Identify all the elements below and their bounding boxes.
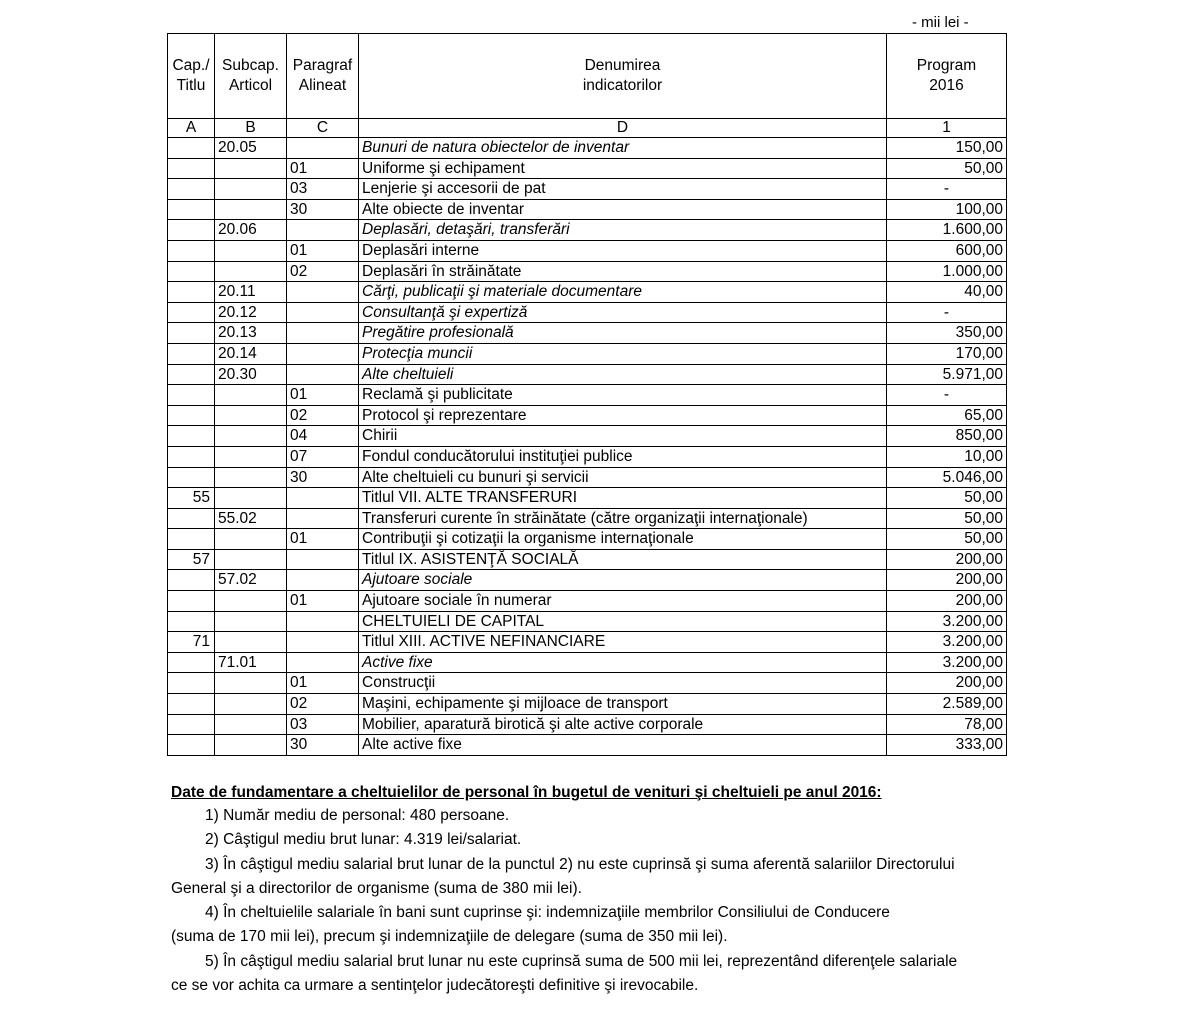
table-row: [168, 694, 1007, 715]
header-denumirea: Denumirea indicatorilor: [359, 34, 887, 119]
cell-subcap: [215, 714, 287, 735]
cell-value: -: [887, 385, 1007, 406]
cell-subcap: 20.11: [215, 282, 287, 303]
cell-value: 170,00: [887, 343, 1007, 364]
cell-value: 50,00: [887, 158, 1007, 179]
cell-subcap: 20.30: [215, 364, 287, 385]
cell-denumire: Ajutoare sociale în numerar: [359, 591, 887, 612]
cell-denumire: Deplasări în străinătate: [359, 261, 887, 282]
table-row: [168, 611, 1007, 632]
cell-denumire: Fondul conducătorului instituţiei publice: [359, 446, 887, 467]
letter-a: A: [168, 119, 215, 138]
cell-value: 200,00: [887, 570, 1007, 591]
cell-paragraf: 04: [287, 426, 359, 447]
table-row: [168, 364, 1007, 385]
cell-paragraf: 01: [287, 240, 359, 261]
cell-cap: [168, 570, 215, 591]
cell-value: 50,00: [887, 488, 1007, 509]
cell-paragraf: [287, 652, 359, 673]
cell-denumire: Titlul VII. ALTE TRANSFERURI: [359, 488, 887, 509]
cell-paragraf: [287, 220, 359, 241]
table-row: [168, 549, 1007, 570]
cell-cap: [168, 467, 215, 488]
cell-value: -: [887, 179, 1007, 200]
cell-cap: [168, 220, 215, 241]
cell-value: -: [887, 302, 1007, 323]
cell-value: 600,00: [887, 240, 1007, 261]
table-row: [168, 302, 1007, 323]
table-row: [168, 591, 1007, 612]
table-row: [168, 323, 1007, 344]
table-row: [168, 570, 1007, 591]
header-subcap: Subcap. Articol: [215, 34, 287, 119]
cell-paragraf: [287, 508, 359, 529]
header-program: Program 2016: [887, 34, 1007, 119]
cell-subcap: [215, 549, 287, 570]
cell-paragraf: [287, 138, 359, 159]
cell-subcap: 20.14: [215, 343, 287, 364]
cell-value: 100,00: [887, 199, 1007, 220]
letter-b: B: [215, 119, 287, 138]
cell-cap: 71: [168, 632, 215, 653]
cell-value: 200,00: [887, 549, 1007, 570]
cell-subcap: [215, 240, 287, 261]
cell-subcap: [215, 446, 287, 467]
cell-denumire: Contribuţii şi cotizaţii la organisme internaţionale: [359, 529, 887, 550]
table-row: [168, 240, 1007, 261]
table-row: [168, 632, 1007, 653]
cell-denumire: Protocol şi reprezentare: [359, 405, 887, 426]
letter-c: C: [287, 119, 359, 138]
cell-paragraf: 02: [287, 261, 359, 282]
table-row: [168, 405, 1007, 426]
cell-denumire: Pregătire profesională: [359, 323, 887, 344]
cell-denumire: Active fixe: [359, 652, 887, 673]
cell-value: 3.200,00: [887, 652, 1007, 673]
cell-denumire: Transferuri curente în străinătate (către organizaţii internaţionale): [359, 508, 887, 529]
cell-subcap: [215, 632, 287, 653]
table-row: [168, 426, 1007, 447]
cell-denumire: Reclamă şi publicitate: [359, 385, 887, 406]
cell-subcap: 20.05: [215, 138, 287, 159]
table-row: [168, 343, 1007, 364]
cell-cap: 55: [168, 488, 215, 509]
cell-subcap: [215, 694, 287, 715]
budget-table: [167, 33, 1007, 756]
cell-cap: 57: [168, 549, 215, 570]
cell-cap: [168, 735, 215, 756]
cell-value: 150,00: [887, 138, 1007, 159]
cell-denumire: Alte active fixe: [359, 735, 887, 756]
cell-denumire: Maşini, echipamente şi mijloace de transport: [359, 694, 887, 715]
table-header-row: [168, 34, 1007, 119]
cell-value: 40,00: [887, 282, 1007, 303]
cell-paragraf: 30: [287, 735, 359, 756]
cell-paragraf: 03: [287, 179, 359, 200]
cell-cap: [168, 694, 215, 715]
cell-subcap: [215, 261, 287, 282]
cell-subcap: 55.02: [215, 508, 287, 529]
cell-value: 5.046,00: [887, 467, 1007, 488]
note-line: 5) În câştigul mediu salarial brut lunar nu este cuprinsă suma de 500 mii lei, reprezentând diferenţele salariale: [205, 952, 958, 970]
cell-cap: [168, 138, 215, 159]
cell-subcap: [215, 426, 287, 447]
cell-subcap: [215, 158, 287, 179]
cell-subcap: [215, 488, 287, 509]
table-row: [168, 488, 1007, 509]
cell-paragraf: 30: [287, 467, 359, 488]
cell-denumire: Alte cheltuieli cu bunuri şi servicii: [359, 467, 887, 488]
table-row: [168, 261, 1007, 282]
cell-value: 3.200,00: [887, 611, 1007, 632]
cell-paragraf: [287, 364, 359, 385]
table-row: [168, 652, 1007, 673]
cell-denumire: Titlul IX. ASISTENŢĂ SOCIALĂ: [359, 549, 887, 570]
cell-paragraf: [287, 611, 359, 632]
cell-value: 3.200,00: [887, 632, 1007, 653]
cell-paragraf: 02: [287, 694, 359, 715]
cell-value: 10,00: [887, 446, 1007, 467]
cell-cap: [168, 529, 215, 550]
cell-cap: [168, 591, 215, 612]
cell-cap: [168, 240, 215, 261]
cell-value: 65,00: [887, 405, 1007, 426]
note-line-continued: General şi a directorilor de organisme (suma de 380 mii lei).: [171, 879, 582, 897]
cell-subcap: [215, 529, 287, 550]
cell-subcap: 20.06: [215, 220, 287, 241]
cell-value: 200,00: [887, 591, 1007, 612]
cell-paragraf: 30: [287, 199, 359, 220]
cell-subcap: [215, 673, 287, 694]
cell-cap: [168, 508, 215, 529]
cell-denumire: Mobilier, aparatură birotică şi alte active corporale: [359, 714, 887, 735]
table-row: [168, 138, 1007, 159]
cell-paragraf: 01: [287, 591, 359, 612]
table-row: [168, 220, 1007, 241]
cell-value: 2.589,00: [887, 694, 1007, 715]
cell-paragraf: [287, 343, 359, 364]
column-letter-row: [168, 119, 1007, 138]
table-row: [168, 158, 1007, 179]
cell-value: 50,00: [887, 529, 1007, 550]
table-row: [168, 199, 1007, 220]
cell-denumire: Deplasări interne: [359, 240, 887, 261]
cell-paragraf: 07: [287, 446, 359, 467]
cell-paragraf: [287, 302, 359, 323]
cell-paragraf: [287, 570, 359, 591]
cell-denumire: Deplasări, detaşări, transferări: [359, 220, 887, 241]
cell-cap: [168, 385, 215, 406]
cell-denumire: Protecţia muncii: [359, 343, 887, 364]
cell-paragraf: [287, 323, 359, 344]
note-line: 3) În câştigul mediu salarial brut lunar de la punctul 2) nu este cuprinsă şi suma aferentă salariilor Directorului: [205, 855, 955, 873]
cell-cap: [168, 446, 215, 467]
cell-denumire: Alte obiecte de inventar: [359, 199, 887, 220]
cell-subcap: [215, 179, 287, 200]
cell-cap: [168, 282, 215, 303]
cell-paragraf: 03: [287, 714, 359, 735]
cell-subcap: [215, 591, 287, 612]
table-row: [168, 282, 1007, 303]
cell-cap: [168, 364, 215, 385]
note-line-continued: (suma de 170 mii lei), precum şi indemnizaţiile de delegare (suma de 350 mii lei).: [171, 928, 728, 946]
table-row: [168, 467, 1007, 488]
letter-d: D: [359, 119, 887, 138]
note-line: 4) În cheltuielile salariale în bani sunt cuprinse şi: indemnizaţiile membrilor Consiliului de Conducere: [205, 904, 890, 922]
cell-paragraf: 01: [287, 158, 359, 179]
cell-cap: [168, 302, 215, 323]
unit-label: - mii lei -: [912, 14, 969, 31]
cell-denumire: Consultanţă şi expertiză: [359, 302, 887, 323]
cell-cap: [168, 179, 215, 200]
cell-denumire: Construcţii: [359, 673, 887, 694]
cell-value: 200,00: [887, 673, 1007, 694]
cell-paragraf: 01: [287, 673, 359, 694]
cell-subcap: [215, 385, 287, 406]
cell-cap: [168, 673, 215, 694]
table-row: [168, 508, 1007, 529]
cell-paragraf: [287, 488, 359, 509]
cell-denumire: Uniforme şi echipament: [359, 158, 887, 179]
table-row: [168, 714, 1007, 735]
cell-denumire: Lenjerie şi accesorii de pat: [359, 179, 887, 200]
cell-cap: [168, 323, 215, 344]
cell-cap: [168, 158, 215, 179]
cell-value: 850,00: [887, 426, 1007, 447]
cell-paragraf: 02: [287, 405, 359, 426]
cell-subcap: 20.12: [215, 302, 287, 323]
cell-paragraf: [287, 282, 359, 303]
cell-denumire: CHELTUIELI DE CAPITAL: [359, 611, 887, 632]
note-line: 1) Număr mediu de personal: 480 persoane.: [205, 807, 510, 824]
header-cap: Cap./ Titlu: [168, 34, 215, 119]
cell-value: 1.600,00: [887, 220, 1007, 241]
cell-subcap: 20.13: [215, 323, 287, 344]
cell-subcap: [215, 199, 287, 220]
cell-denumire: Ajutoare sociale: [359, 570, 887, 591]
table-row: [168, 179, 1007, 200]
table-body: [168, 138, 1007, 756]
cell-cap: [168, 199, 215, 220]
cell-subcap: 71.01: [215, 652, 287, 673]
cell-subcap: [215, 467, 287, 488]
cell-value: 78,00: [887, 714, 1007, 735]
cell-subcap: 57.02: [215, 570, 287, 591]
cell-denumire: Alte cheltuieli: [359, 364, 887, 385]
table-row: [168, 673, 1007, 694]
personnel-notes: [171, 782, 1051, 998]
letter-1: 1: [887, 119, 1007, 138]
cell-cap: [168, 343, 215, 364]
table-row: [168, 735, 1007, 756]
note-line: 2) Câştigul mediu brut lunar: 4.319 lei/salariat.: [205, 831, 522, 849]
note-line-continued: ce se vor achita ca urmare a sentinţelor judecătoreşti definitive şi irevocabile.: [171, 977, 699, 995]
cell-cap: [168, 714, 215, 735]
cell-cap: [168, 405, 215, 426]
table-row: [168, 529, 1007, 550]
cell-value: 333,00: [887, 735, 1007, 756]
cell-subcap: [215, 611, 287, 632]
notes-title: Date de fundamentare a cheltuielilor de personal în bugetul de venituri şi cheltuieli pe anul 2016:: [171, 784, 882, 801]
cell-paragraf: [287, 549, 359, 570]
table-row: [168, 385, 1007, 406]
cell-cap: [168, 426, 215, 447]
cell-cap: [168, 261, 215, 282]
cell-value: 50,00: [887, 508, 1007, 529]
cell-paragraf: 01: [287, 385, 359, 406]
cell-cap: [168, 652, 215, 673]
cell-subcap: [215, 735, 287, 756]
cell-denumire: Titlul XIII. ACTIVE NEFINANCIARE: [359, 632, 887, 653]
header-paragraf: Paragraf Alineat: [287, 34, 359, 119]
cell-value: 5.971,00: [887, 364, 1007, 385]
table-row: [168, 446, 1007, 467]
cell-subcap: [215, 405, 287, 426]
cell-cap: [168, 611, 215, 632]
cell-paragraf: [287, 632, 359, 653]
cell-paragraf: 01: [287, 529, 359, 550]
cell-denumire: Bunuri de natura obiectelor de inventar: [359, 138, 887, 159]
cell-value: 350,00: [887, 323, 1007, 344]
cell-denumire: Chirii: [359, 426, 887, 447]
cell-value: 1.000,00: [887, 261, 1007, 282]
cell-denumire: Cărţi, publicaţii şi materiale documentare: [359, 282, 887, 303]
